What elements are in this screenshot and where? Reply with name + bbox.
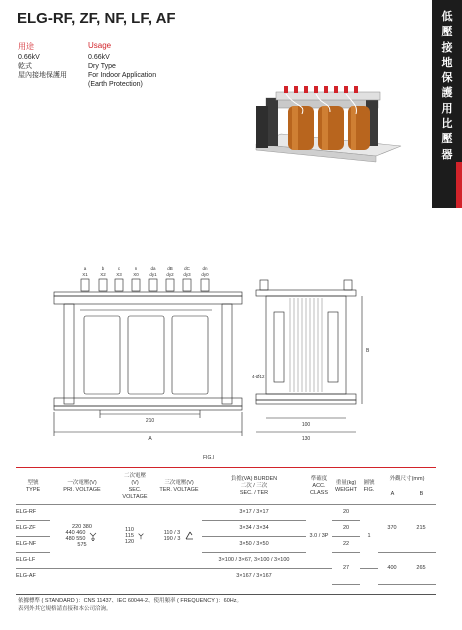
terminal-label-bottom: X3 (116, 272, 122, 277)
terminal-label-bottom: dy2 (166, 272, 174, 277)
header-type: 型號 TYPE (16, 470, 50, 504)
terminal-label-bottom: dy3 (183, 272, 191, 277)
terminal-label-top: b (101, 266, 105, 271)
side-view-drawing (254, 268, 372, 442)
dimension-210: 210 (145, 418, 155, 424)
wye-ground-icon (88, 531, 98, 541)
footnote (18, 597, 242, 613)
header-sec-voltage: 二次電壓 (V) SEC. VOLTAGE (114, 470, 156, 504)
terminal-label-top: a (83, 266, 87, 271)
dim-a-cell: 370 (378, 504, 406, 552)
header-acc-class: 準確度 ACC. CLASS (306, 470, 332, 504)
terminal-label-bottom: dy0 (201, 272, 209, 277)
figure-label: FIG.I (203, 455, 215, 461)
weight-cell: 20 (332, 520, 360, 536)
dim-b-cell: 215 (406, 504, 436, 552)
terminal-label-top: dC (184, 266, 190, 271)
usage-zh-line: 乾式 (18, 63, 32, 70)
terminal-label-top: da (150, 266, 156, 271)
side-tab-char: 地 (441, 56, 453, 69)
weight-cell: 20 (332, 504, 360, 520)
burden-cell: 3×34 / 3×34 (202, 520, 306, 536)
side-tab-char: 比 (441, 118, 453, 131)
dim-a-cell: 400 (378, 552, 406, 584)
side-tab-char: 壓 (441, 133, 453, 146)
wye-icon (137, 532, 145, 540)
table-top-rule (16, 467, 436, 468)
header-weight: 重量(kg) WEIGHT (332, 470, 360, 504)
usage-heading-zh: 用途 (18, 42, 34, 51)
terminal-label-top: dB (167, 266, 173, 271)
burden-cell: 3×50 / 3×50 (202, 536, 306, 552)
transformer-photo (236, 84, 406, 166)
ter-voltage-cell: 110 / 3 190 / 3 (156, 504, 202, 568)
footnote-standard: 依據標準 ( STANDARD )：CNS 11437、IEC 60044-2、使用頻率 ( FREQUENCY )：60Hz。 (18, 598, 243, 604)
side-tab-char: 護 (441, 87, 453, 100)
side-tab-char: 保 (441, 72, 453, 85)
terminal-label-bottom: dy1 (149, 272, 157, 277)
sec-voltage-cell: 110 115 120 (114, 504, 156, 568)
burden-cell: 3×17 / 3×17 (202, 504, 306, 520)
dimension-100: 100 (301, 422, 311, 428)
front-view-drawing (50, 262, 250, 442)
type-cell: ELG-AF (16, 573, 36, 580)
side-tab-char: 用 (441, 102, 453, 115)
side-tab-accent (456, 162, 462, 208)
side-tab-char: 壓 (441, 26, 453, 39)
dim-b-cell: 265 (406, 552, 436, 584)
dimension-130: 130 (301, 436, 311, 442)
weight-cell: 22 (332, 536, 360, 552)
type-cell: ELG-NF (16, 536, 50, 552)
pri-voltage-cell: 220 380 440 460 480 550 575 (50, 504, 114, 568)
header-dims: 外觀尺寸(mm) A B (378, 470, 436, 504)
terminal-label-bottom: X2 (100, 272, 106, 277)
terminal-label-top: c (117, 266, 121, 271)
usage-en-line: For Indoor Application (88, 72, 157, 79)
usage-zh-line: 0.66kV (18, 54, 40, 61)
dimension-hole: 4-Ø12 (252, 374, 265, 379)
dimension-a: A (148, 436, 152, 442)
burden-cell: 3×167 / 3×167 (236, 573, 272, 580)
spec-table (16, 470, 436, 585)
usage-list-zh (18, 53, 67, 80)
table-bottom-rule (16, 594, 436, 595)
acc-class-cell: 3.0 / 3P (306, 504, 332, 568)
type-cell: ELG-ZF (16, 520, 50, 536)
fig-cell: 1 (360, 504, 378, 568)
usage-en-line: (Earth Protection) (88, 81, 143, 88)
header-ter-voltage: 三次電壓(V) TER. VOLTAGE (156, 470, 202, 504)
dimension-b: B (366, 348, 370, 354)
header-dim-a: A (390, 490, 395, 497)
footnote-contact: 表列外其它規格請直接和本公司洽詢。 (18, 606, 112, 612)
open-delta-icon (184, 531, 194, 541)
terminal-label-bottom: X1 (82, 272, 88, 277)
side-tab-char: 接 (441, 41, 453, 54)
usage-en-line: 0.66kV (88, 54, 110, 61)
usage-en-line: Dry Type (88, 63, 116, 70)
burden-cell: 3×100 / 3×67, 3×100 / 3×100 (202, 552, 306, 568)
side-tab-char: 器 (441, 148, 453, 161)
side-tab-char: 低 (441, 11, 453, 23)
weight-cell: 27 (332, 552, 360, 584)
terminal-label-top: dn (202, 266, 208, 271)
terminal-label-top: n (134, 266, 138, 271)
header-pri-voltage: 一次電壓(V) PRI. VOLTAGE (50, 470, 114, 504)
usage-zh-line: 屋內接地保護用 (18, 72, 67, 79)
page-title: ELG-RF, ZF, NF, LF, AF (17, 10, 176, 27)
type-cell: ELG-LF (16, 552, 50, 568)
usage-heading-en: Usage (88, 41, 112, 50)
terminal-label-bottom: X0 (133, 272, 139, 277)
header-fig: 圖號 FIG. (360, 470, 378, 504)
usage-list-en (88, 53, 156, 89)
header-burden: 負擔(VA) BURDEN 二次 / 三次 SEC. / TER (202, 470, 306, 504)
type-cell: ELG-RF (16, 504, 50, 520)
header-dim-b: B (419, 490, 424, 497)
